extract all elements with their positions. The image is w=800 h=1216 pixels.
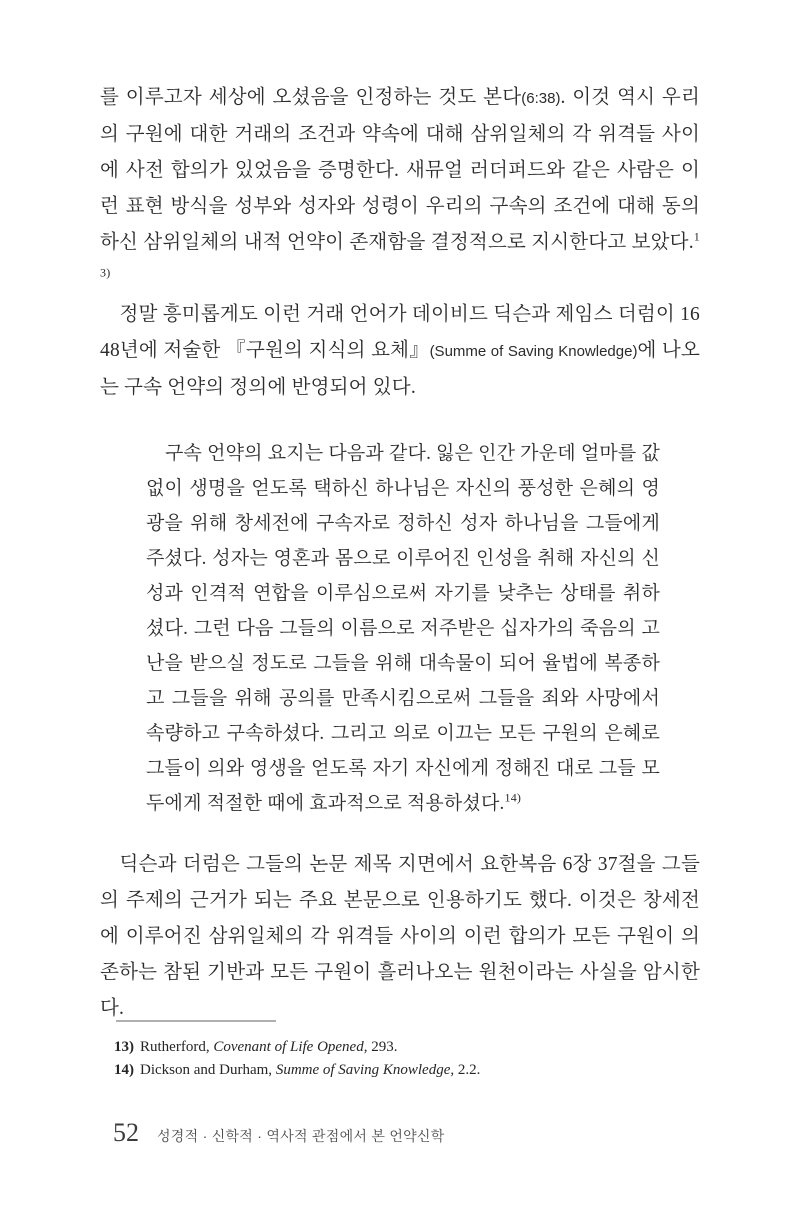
footnote-14-number: 14) — [114, 1062, 134, 1078]
footnote-13-title: Covenant of Life Opened — [213, 1039, 364, 1055]
verse-reference: (6:38) — [521, 90, 561, 107]
block-quote — [146, 436, 660, 821]
page-number: 52 — [113, 1118, 139, 1147]
paragraph-3: 딕슨과 더럼은 그들의 논문 제목 지면에서 요한복음 6장 37절을 그들의 주제의 근거가 되는 주요 본문으로 인용하기도 했다. 이것은 창세전에 이루어진 삼위일체의 각 위격들 사이의 이런 합의가 모든 구원이 의존하는 참된 기반과 모든 구원이 흘러나오는 원천이라는 사실을 암시한다. — [100, 854, 700, 1019]
footnote-14 — [114, 1059, 700, 1082]
page-footer — [113, 1118, 445, 1148]
paragraph-2-text-a: 정말 흥미롭게도 이런 거래 언어가 데이비드 딕슨과 제임스 더럼이 1648년에 저술한 『구원의 지식의 요체』 — [100, 304, 700, 361]
paragraph-2-text-b: 에 나오는 구속 언약의 정의에 반영되어 있다. — [100, 340, 700, 398]
footnote-13-page: , 293. — [363, 1039, 398, 1055]
paragraph-1-text-a: 를 이루고자 세상에 오셨음을 인정하는 것도 본다 — [100, 87, 522, 108]
paragraph-2 — [100, 297, 700, 406]
footnote-mark-13: 13) — [100, 229, 700, 280]
running-book-title: 성경적 · 신학적 · 역사적 관점에서 본 언약신학 — [157, 1128, 445, 1144]
footnote-14-page: , 2.2. — [450, 1062, 481, 1078]
footnote-divider — [116, 1020, 276, 1022]
latin-book-title: (Summe of Saving Knowledge) — [429, 343, 638, 360]
footnote-13-author: Rutherford, — [140, 1039, 214, 1055]
footnote-mark-14: 14) — [504, 790, 522, 805]
paragraph-1-text-b: . 이것 역시 우리의 구원에 대한 거래의 조건과 약속에 대해 삼위일체의 각 위격들 사이에 사전 합의가 있었음을 증명한다. 새뮤얼 러더퍼드와 같은 사람은 이런 표현 방식을 성부와 성자와 성령이 우리의 구속의 조건에 대해 동의하신 삼위일체의 내적 언약이 존재함을 결정적으로 지시한다고 보았다. — [100, 87, 700, 253]
footnote-13-number: 13) — [114, 1039, 134, 1055]
footnote-14-title: Summe of Saving Knowledge — [275, 1062, 451, 1078]
paragraph-1 — [100, 80, 700, 297]
footnote-section — [114, 1020, 700, 1082]
footnote-14-author: Dickson and Durham, — [140, 1062, 276, 1078]
quote-text: 구속 언약의 요지는 다음과 같다. 잃은 인간 가운데 얼마를 값없이 생명을 얻도록 택하신 하나님은 자신의 풍성한 은혜의 영광을 위해 창세전에 구속자로 정하신 성자 하나님을 그들에게 주셨다. 성자는 영혼과 몸으로 이루어진 인성을 취해 자신의 신성과 인격적 연합을 이루심으로써 자기를 낮추는 상태를 취하셨다. 그런 다음 그들의 이름으로 저주받은 십자가의 죽음의 고난을 받으실 정도로 그들을 위해 대속물이 되어 율법에 복종하고 그들을 위해 공의를 만족시킴으로써 그들을 죄와 사망에서 속량하고 구속하셨다. 그리고 의로 이끄는 모든 구원의 은혜로 그들이 의와 영생을 얻도록 자기 자신에게 정해진 대로 그들 모두에게 적절한 때에 효과적으로 적용하셨다. — [146, 443, 660, 814]
footnote-13 — [114, 1036, 700, 1059]
